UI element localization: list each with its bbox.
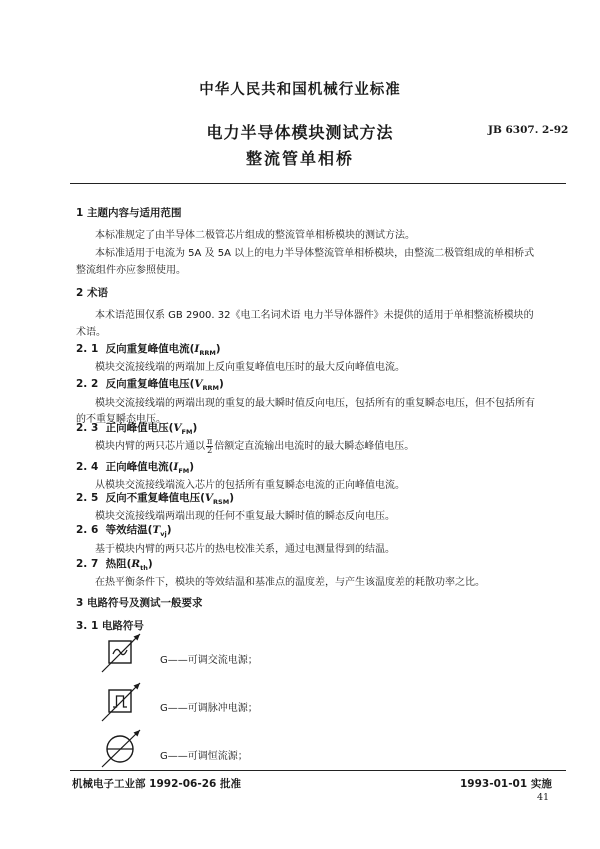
term-number: 2. 3 bbox=[76, 422, 99, 434]
implementation-date: 1993-01-01 实施 bbox=[460, 778, 552, 790]
term-symbol-subscript: FM bbox=[178, 467, 190, 476]
term-symbol-subscript: th bbox=[140, 564, 148, 573]
section-3-1-heading: 3. 1 电路符号 bbox=[76, 620, 144, 632]
section-2-intro: 本术语范围仅系 GB 2900. 32《电工名词术语 电力半导体器件》未提供的适用于单相整流桥模块的 bbox=[95, 310, 534, 321]
fraction-numerator: π bbox=[207, 436, 213, 446]
approval-date: 机械电子工业部 1992-06-26 批准 bbox=[72, 778, 241, 790]
term-symbol-subscript: RSM bbox=[213, 498, 230, 507]
pi-over-two-fraction bbox=[206, 438, 213, 455]
term-close: ) bbox=[229, 492, 235, 504]
section-1-paragraph-2: 本标准适用于电流为 5A 及 5A 以上的电力半导体整流管单相桥模块，由整流二极管组成的单相桥式 bbox=[95, 248, 535, 259]
section-2-heading: 2 术语 bbox=[76, 287, 108, 299]
term-symbol: I bbox=[194, 343, 200, 355]
section-1-paragraph-2-cont: 整流组件亦应参照使用。 bbox=[76, 265, 186, 276]
term-close: ) bbox=[189, 461, 195, 473]
page-number: 41 bbox=[537, 792, 550, 803]
term-symbol-subscript: vj bbox=[160, 530, 167, 539]
section-3-heading: 3 电路符号及测试一般要求 bbox=[76, 597, 203, 609]
term-number: 2. 2 bbox=[76, 378, 99, 390]
term-2-7-heading bbox=[76, 556, 153, 572]
term-symbol-subscript: RRM bbox=[202, 384, 220, 393]
constant-current-source-label: G——可调恒流源； bbox=[160, 751, 248, 762]
footer-divider bbox=[70, 770, 566, 771]
term-close: ) bbox=[215, 343, 221, 355]
term-symbol: V bbox=[173, 422, 182, 434]
term-2-2-heading bbox=[76, 376, 224, 392]
term-2-3-definition bbox=[95, 437, 414, 455]
definition-text-a: 模块内臂的两只芯片通以 bbox=[95, 441, 205, 452]
term-close: ) bbox=[147, 558, 153, 570]
ac-source-label: G——可调交流电源； bbox=[160, 655, 258, 666]
header-divider bbox=[70, 183, 566, 184]
standard-number: JB 6307. 2-92 bbox=[488, 124, 569, 136]
definition-text-b: 倍额定直流输出电流时的最大瞬态峰值电压。 bbox=[214, 441, 415, 452]
term-2-3-heading bbox=[76, 420, 197, 436]
fraction-denominator: 2 bbox=[207, 445, 213, 455]
term-2-2-definition-cont: 的不重复瞬态电压。 bbox=[76, 414, 166, 425]
term-2-6-heading bbox=[76, 522, 172, 538]
term-2-6-definition: 基于模块内臂的两只芯片的热电校准关系，通过电测量得到的结温。 bbox=[95, 544, 395, 555]
term-name: 等效结温( bbox=[105, 524, 153, 536]
term-close: ) bbox=[219, 378, 224, 390]
document-title: 电力半导体模块测试方法 bbox=[206, 123, 394, 142]
term-2-2-definition: 模块交流接线端的两端出现的重复的最大瞬时值反向电压，包括所有的重复瞬态电压，但不包括所有 bbox=[95, 398, 535, 409]
adjustable-pulse-source-icon bbox=[96, 677, 146, 727]
pulse-source-label: G——可调脉冲电源； bbox=[160, 703, 258, 714]
section-1-heading: 1 主题内容与适用范围 bbox=[76, 207, 182, 219]
term-2-1-heading bbox=[76, 341, 221, 357]
term-name: 反向不重复峰值电压( bbox=[105, 492, 205, 504]
term-name: 热阻( bbox=[105, 558, 132, 570]
term-number: 2. 1 bbox=[76, 343, 99, 355]
document-subtitle: 整流管单相桥 bbox=[245, 149, 354, 168]
adjustable-ac-source-icon bbox=[96, 628, 146, 678]
term-number: 2. 4 bbox=[76, 461, 99, 473]
term-close: ) bbox=[192, 422, 198, 434]
term-symbol: T bbox=[152, 524, 161, 536]
term-name: 反向重复峰值电压( bbox=[105, 378, 195, 390]
term-number: 2. 5 bbox=[76, 492, 99, 504]
section-1-paragraph-1: 本标准规定了由半导体二极管芯片组成的整流管单相桥模块的测试方法。 bbox=[95, 230, 415, 241]
term-2-4-definition: 从模块交流接线端流入芯片的包括所有重复瞬态电流的正向峰值电流。 bbox=[95, 480, 405, 491]
adjustable-constant-current-source-icon bbox=[96, 726, 146, 770]
term-symbol: R bbox=[131, 558, 141, 570]
term-2-1-definition: 模块交流接线端的两端加上反向重复峰值电压时的最大反向峰值电流。 bbox=[95, 362, 405, 373]
term-2-4-heading bbox=[76, 459, 194, 475]
term-symbol-subscript: RRM bbox=[199, 349, 216, 358]
term-symbol: V bbox=[204, 492, 214, 504]
term-symbol: V bbox=[194, 378, 203, 390]
term-symbol-subscript: FM bbox=[181, 428, 193, 437]
term-number: 2. 6 bbox=[76, 524, 99, 536]
term-2-5-definition: 模块交流接线端两端出现的任何不重复最大瞬时值的瞬态反向电压。 bbox=[95, 511, 395, 522]
term-close: ) bbox=[166, 524, 172, 536]
term-number: 2. 7 bbox=[76, 558, 99, 570]
term-symbol: I bbox=[173, 461, 179, 473]
standard-category-title: 中华人民共和国机械行业标准 bbox=[199, 82, 401, 98]
term-name: 反向重复峰值电流( bbox=[105, 343, 195, 355]
term-name: 正向峰值电流( bbox=[105, 461, 174, 473]
term-2-5-heading bbox=[76, 490, 234, 506]
section-2-intro-cont: 术语。 bbox=[76, 327, 106, 338]
term-name: 正向峰值电压( bbox=[105, 422, 174, 434]
term-2-7-definition: 在热平衡条件下，模块的等效结温和基准点的温度差，与产生该温度差的耗散功率之比。 bbox=[95, 577, 485, 588]
